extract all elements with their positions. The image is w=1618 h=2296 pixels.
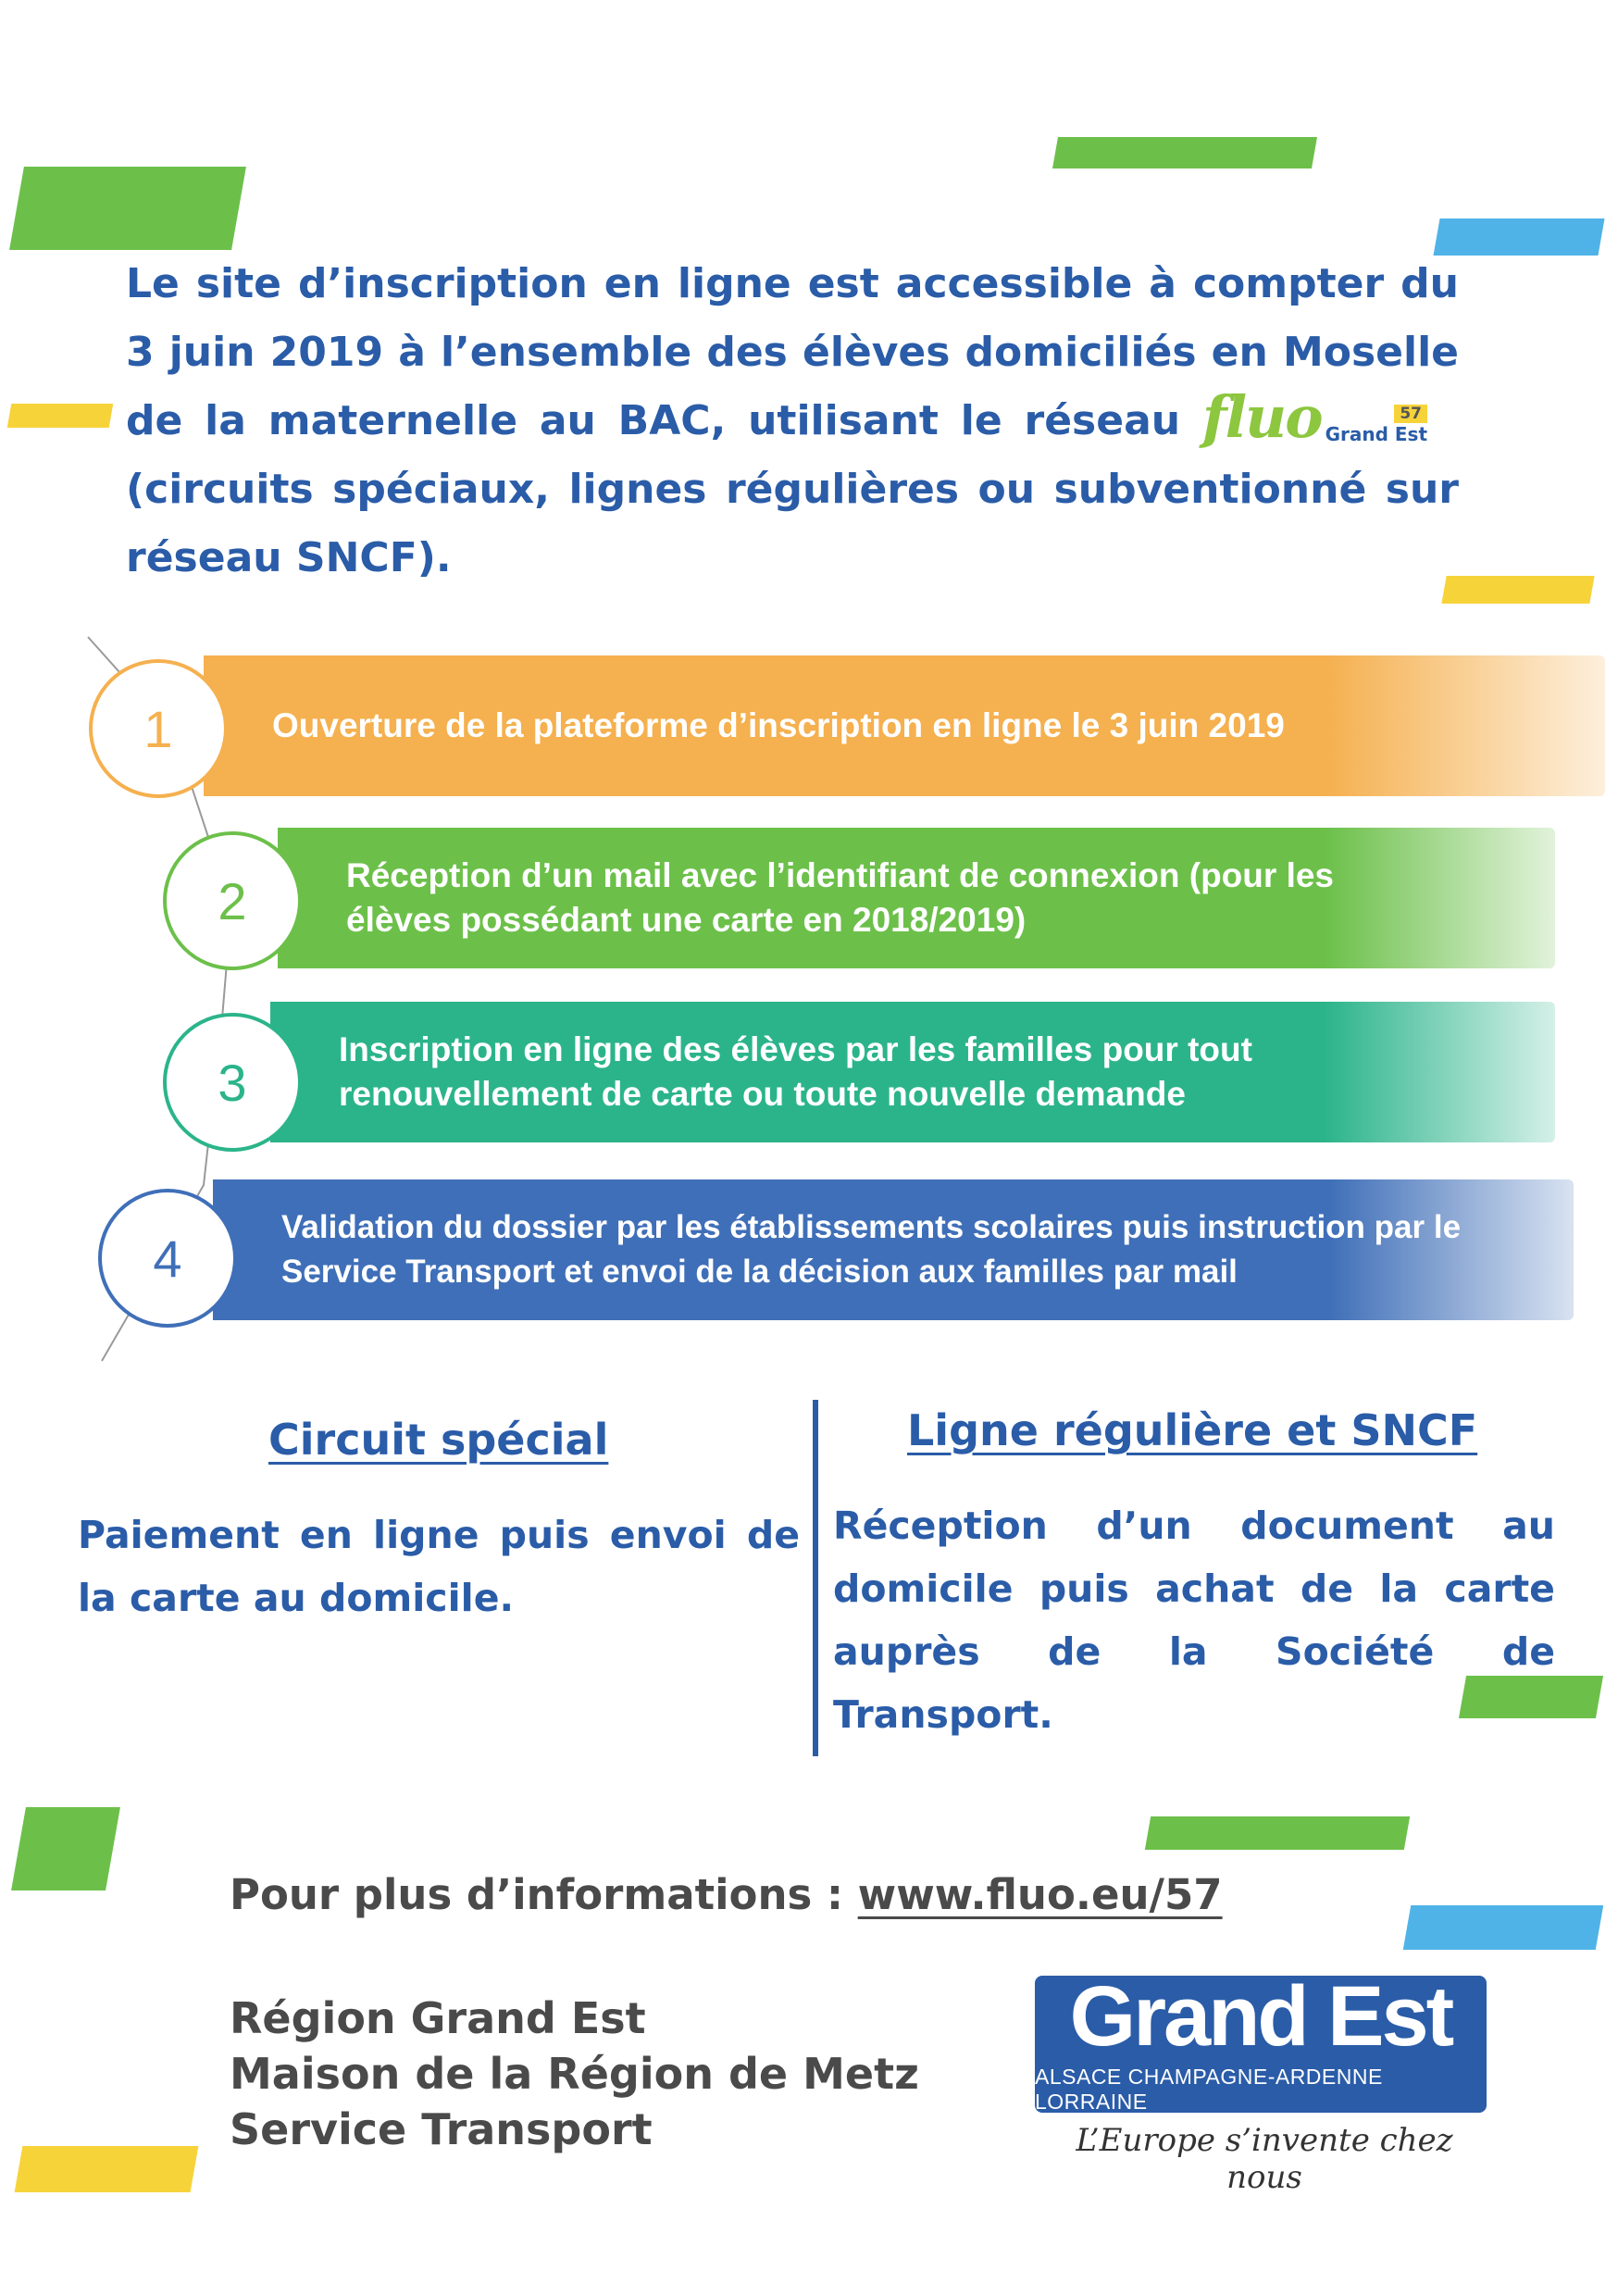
- step-2-band: [278, 828, 1555, 968]
- step-3-circle: [163, 1013, 302, 1152]
- decor-bar-yellow: [15, 2146, 199, 2192]
- step-1-number: 1: [143, 699, 173, 758]
- decor-bar-blue: [1433, 218, 1604, 256]
- contact-maison: Maison de la Région de Metz: [230, 2049, 919, 2099]
- ligne-reguliere-text: Réception d’un document au domicile puis achat de la carte auprès de la Société de Transport.: [833, 1504, 1555, 1737]
- contact-region: Région Grand Est: [230, 1993, 646, 2043]
- decor-bar-green: [9, 167, 246, 250]
- column-divider: [813, 1400, 818, 1756]
- step-1-circle: [89, 659, 228, 798]
- ligne-reguliere-title: Ligne régulière et SNCF: [907, 1405, 1478, 1455]
- step-3-number: 3: [218, 1053, 247, 1112]
- decor-bar-green: [1145, 1816, 1410, 1850]
- intro-text-part1: Le site d’inscription en ligne est accessible à compter du 3 juin 2019 à l’ensemble des élèves domiciliés en Moselle de la maternelle au BAC, utilisant le réseau: [126, 260, 1459, 444]
- decor-bar-yellow: [7, 404, 114, 428]
- more-info-link[interactable]: www.fluo.eu/57: [857, 1870, 1223, 1919]
- circuit-special-title: Circuit spécial: [268, 1415, 609, 1465]
- decor-bar-blue: [1403, 1905, 1603, 1950]
- step-2-text: Réception d’un mail avec l’identifiant de connexion (pour les élèves possédant une carte en 2018/2019): [346, 856, 1335, 939]
- step-4-circle: [98, 1189, 237, 1328]
- step-2-circle: [163, 831, 302, 970]
- decor-bar-yellow: [1441, 576, 1594, 604]
- grand-est-tagline: L’Europe s’invente chez nous: [1076, 2122, 1453, 2196]
- grand-est-logo-subtitle: ALSACE CHAMPAGNE-ARDENNE LORRAINE: [1035, 2065, 1383, 2114]
- contact-block: [230, 1990, 919, 2157]
- step-1-text: Ouverture de la plateforme d’inscription en ligne le 3 juin 2019: [272, 706, 1285, 744]
- step-1-band: [204, 655, 1605, 796]
- fluo-logo: [1201, 383, 1427, 451]
- decor-bar-green: [1052, 137, 1317, 168]
- step-4-number: 4: [153, 1229, 182, 1288]
- intro-text-part2: (circuits spéciaux, lignes régulières ou subventionné sur réseau SNCF).: [126, 466, 1459, 581]
- grand-est-logo: [1035, 1969, 1487, 2114]
- circuit-special-text: Paiement en ligne puis envoi de la carte au domicile.: [78, 1513, 800, 1620]
- step-2-number: 2: [218, 871, 247, 930]
- grand-est-logo-name: Grand Est: [1069, 1969, 1452, 2064]
- step-4-text: Validation du dossier par les établissements scolaires puis instruction par le Service Transport et envoi de la décision aux familles par mail: [281, 1209, 1462, 1290]
- fluo-logo-number: 57: [1394, 405, 1427, 423]
- more-info-line: [230, 1870, 1223, 1919]
- step-3-band: [270, 1002, 1555, 1142]
- step-4-band: [213, 1179, 1574, 1320]
- step-3-text: Inscription en ligne des élèves par les familles pour tout renouvellement de carte ou toute nouvelle demande: [339, 1030, 1252, 1113]
- fluo-logo-grand-est: Grand Est: [1325, 423, 1427, 445]
- intro-paragraph: [126, 250, 1459, 593]
- fluo-logo-word: fluo: [1201, 383, 1322, 451]
- decor-bar-green: [11, 1807, 120, 1890]
- contact-service: Service Transport: [230, 2104, 653, 2154]
- more-info-label: Pour plus d’informations :: [230, 1870, 858, 1919]
